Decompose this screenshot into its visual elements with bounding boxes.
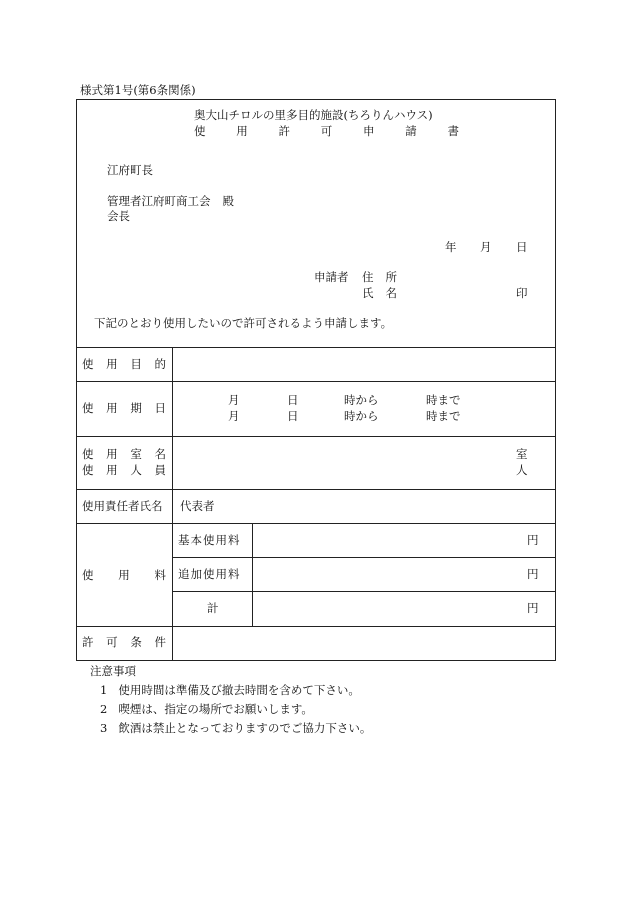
- notes-heading: 注意事項: [90, 664, 136, 678]
- divider: [76, 436, 556, 437]
- room-label: 使 用 室 名: [82, 447, 166, 461]
- divider: [76, 347, 556, 348]
- divider: [76, 626, 556, 627]
- request-text: 下記のとおり使用したいので許可されるよう申請します。: [94, 316, 393, 330]
- divider: [76, 523, 556, 524]
- fee-label: 使 用 料: [82, 568, 166, 582]
- addressee-town: 江府町長: [107, 163, 153, 177]
- period-day: 日: [287, 393, 299, 407]
- people-label: 使 用 人 員: [82, 463, 166, 477]
- applicant-address-label: 住 所: [362, 270, 397, 284]
- divider: [172, 557, 556, 558]
- divider: [252, 523, 253, 626]
- period-label: 使 用 期 日: [82, 401, 166, 415]
- purpose-label: 使 用 目 的: [82, 357, 166, 371]
- period-from: 時から: [344, 409, 379, 423]
- divider: [76, 381, 556, 382]
- addressee-manager: 管理者江府町商工会 殿: [107, 194, 234, 208]
- addressee-title: 会長: [107, 209, 130, 223]
- divider: [172, 347, 173, 661]
- additional-fee-label: 追加使用料: [178, 567, 241, 581]
- basic-fee-unit: 円: [527, 533, 539, 547]
- form-number: 様式第1号(第6条関係): [80, 83, 196, 97]
- total-fee-unit: 円: [527, 601, 539, 615]
- divider: [76, 489, 556, 490]
- conditions-label: 許 可 条 件: [82, 635, 166, 649]
- responsible-value: 代表者: [180, 499, 215, 513]
- note-item: 1 使用時間は準備及び撤去時間を含めて下さい。: [100, 683, 360, 697]
- date-day: 日: [516, 240, 528, 254]
- form-title: 奥大山チロルの里多目的施設(ちろりんハウス): [194, 108, 433, 122]
- room-unit: 室: [516, 447, 528, 461]
- basic-fee-label: 基本使用料: [178, 533, 241, 547]
- period-to: 時まで: [426, 393, 461, 407]
- note-item: 3 飲酒は禁止となっておりますのでご協力下さい。: [100, 721, 372, 735]
- applicant-label: 申請者: [314, 270, 349, 284]
- period-month: 月: [228, 393, 240, 407]
- additional-fee-unit: 円: [527, 567, 539, 581]
- form-subtitle: 使 用 許 可 申 請 書: [194, 124, 459, 138]
- period-from: 時から: [344, 393, 379, 407]
- people-unit: 人: [516, 463, 528, 477]
- period-day: 日: [287, 409, 299, 423]
- note-item: 2 喫煙は、指定の場所でお願いします。: [100, 702, 313, 716]
- period-to: 時まで: [426, 409, 461, 423]
- seal-mark: 印: [516, 286, 528, 300]
- applicant-name-label: 氏 名: [362, 286, 397, 300]
- period-month: 月: [228, 409, 240, 423]
- divider: [172, 591, 556, 592]
- total-fee-label: 計: [207, 601, 219, 615]
- date-year: 年: [445, 240, 457, 254]
- date-month: 月: [480, 240, 492, 254]
- responsible-label: 使用責任者氏名: [82, 499, 163, 513]
